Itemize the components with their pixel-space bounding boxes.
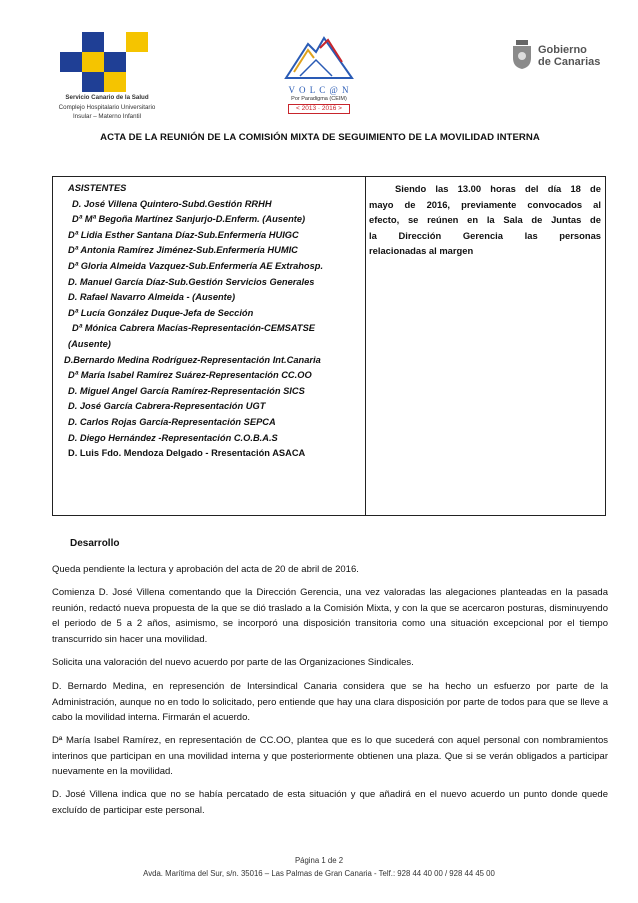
- attendee-item: Dª Gloria Almeida Vazquez-Sub.Enfermería AE Extrahosp.: [68, 260, 324, 271]
- scs-subtitle-2: Insular – Materno Infantil: [72, 113, 142, 120]
- volcan-title: V O L C @ N: [288, 85, 350, 95]
- meeting-time-line: efecto, se reúnen en la Sala de Juntas de: [369, 214, 601, 226]
- paragraph: Comienza D. José Villena comentando que la Dirección Gerencia, una vez valoradas las alegaciones planteadas en la pasada reunión, redactó nueva propuesta de la que se dió traslado a la Comisión Mixta, y con la que se acercaron posturas, disminuyendo el periodo de 5 a 2 años, asimismo, se incorporó una disposición transitoria como una situación excepcional por el tiempo transcurrido sin hacer una movilidad.: [52, 587, 608, 645]
- attendee-item: Dª Lidia Esther Santana Díaz-Sub.Enfermería HUIGC: [68, 229, 299, 240]
- page-number: Página 1 de 2: [294, 856, 344, 865]
- attendee-item: D.Bernardo Medina Rodríguez-Representación Int.Canaria: [64, 354, 321, 365]
- volcan-mountain-icon: [272, 32, 366, 80]
- attendee-item: D. José Villena Quintero-Subd.Gestión RRHH: [72, 198, 272, 209]
- meeting-time-line: relacionadas al margen: [369, 245, 474, 257]
- attendee-item: D. Diego Hernández -Representación C.O.B.A.S: [68, 432, 278, 443]
- scs-subtitle-1: Complejo Hospitalario Universitario: [58, 104, 156, 111]
- document-title: ACTA DE LA REUNIÓN DE LA COMISIÓN MIXTA DE SEGUIMIENTO DE LA MOVILIDAD INTERNA: [100, 132, 540, 143]
- attendee-item: Dª Mª Begoña Martínez Sanjurjo-D.Enferm. (Ausente): [72, 214, 306, 225]
- attendee-item: D. Luis Fdo. Mendoza Delgado - Rresentación ASACA: [68, 448, 306, 459]
- attendee-item: D. Miguel Angel García Ramírez-Representación SICS: [68, 385, 305, 396]
- paragraph: D. José Villena indica que no se había percatado de esta situación y que añadirá en el nuevo acuerdo un punto donde quede excluído de participar este personal.: [52, 789, 608, 816]
- paragraph: Dª María Isabel Ramírez, en representación de CC.OO, plantea que es lo que sucederá con aquel personal con nombramientos interinos que participan en una movilidad interna y que posteriormente obtienen una plaza. Que si se verán obligados a participar nuevamente en la movilidad.: [52, 735, 608, 777]
- attendee-item: D. Carlos Rojas García-Representación SEPCA: [68, 416, 276, 427]
- attendee-item: D. José García Cabrera-Representación UGT: [68, 401, 266, 412]
- meeting-time-line: Siendo las 13.00 horas del día 18 de: [395, 183, 601, 194]
- paragraph: Solicita una valoración del nuevo acuerdo por parte de las Organizaciones Sindicales.: [52, 657, 414, 668]
- paragraph: Queda pendiente la lectura y aprobación del acta de 20 de abril de 2016.: [52, 564, 359, 575]
- scs-name: Servicio Canario de la Salud: [65, 94, 149, 101]
- attendee-item: Dª María Isabel Ramírez Suárez-Representación CC.OO: [68, 370, 312, 381]
- volcan-years: < 2013 · 2016 >: [288, 104, 350, 114]
- attendee-list: [62, 181, 362, 462]
- volcan-logo: [272, 32, 366, 110]
- table-divider: [365, 176, 366, 516]
- scs-logo: [60, 30, 152, 92]
- meeting-time-line: la Dirección Gerencia las personas: [369, 229, 601, 241]
- attendees-heading: ASISTENTES: [68, 183, 127, 193]
- footer-address: Avda. Marítima del Sur, s/n. 35016 – Las Palmas de Gran Canaria - Telf.: 928 44 40 00 / 928 44 45 00: [143, 869, 495, 878]
- development-heading: Desarrollo: [70, 538, 120, 549]
- gobierno-line-1: Gobierno: [538, 44, 587, 56]
- attendee-item: Dª Antonia Ramírez Jiménez-Sub.Enfermería HUMIC: [68, 245, 298, 256]
- attendee-item: Dª Lucía González Duque-Jefa de Sección: [68, 307, 254, 318]
- meeting-time-line: mayo de 2016, previamente convocados al: [369, 198, 601, 210]
- paragraph: D. Bernardo Medina, en represención de Intersindical Canaria considera que se ha hecho un esfuerzo por parte de la Administración, aunque no en todo lo solicitado, pero entiende que hay una clara disposición por parte de todos para que se lleve a cabo la movilidad interna. Firmarán el acuerdo.: [52, 681, 608, 723]
- attendee-item: D. Rafael Navarro Almeida - (Ausente): [68, 292, 236, 303]
- gobierno-line-2: de Canarias: [538, 56, 601, 68]
- gobierno-crest-icon: [510, 40, 534, 70]
- attendee-item: (Ausente): [68, 338, 111, 349]
- volcan-subtitle: Por Paradigma (CEIM): [291, 96, 347, 102]
- attendee-item: Dª Mónica Cabrera Macías-Representación-CEMSATSE: [72, 323, 315, 334]
- attendee-item: D. Manuel García Díaz-Sub.Gestión Servicios Generales: [68, 276, 315, 287]
- meeting-time-text: [369, 181, 601, 259]
